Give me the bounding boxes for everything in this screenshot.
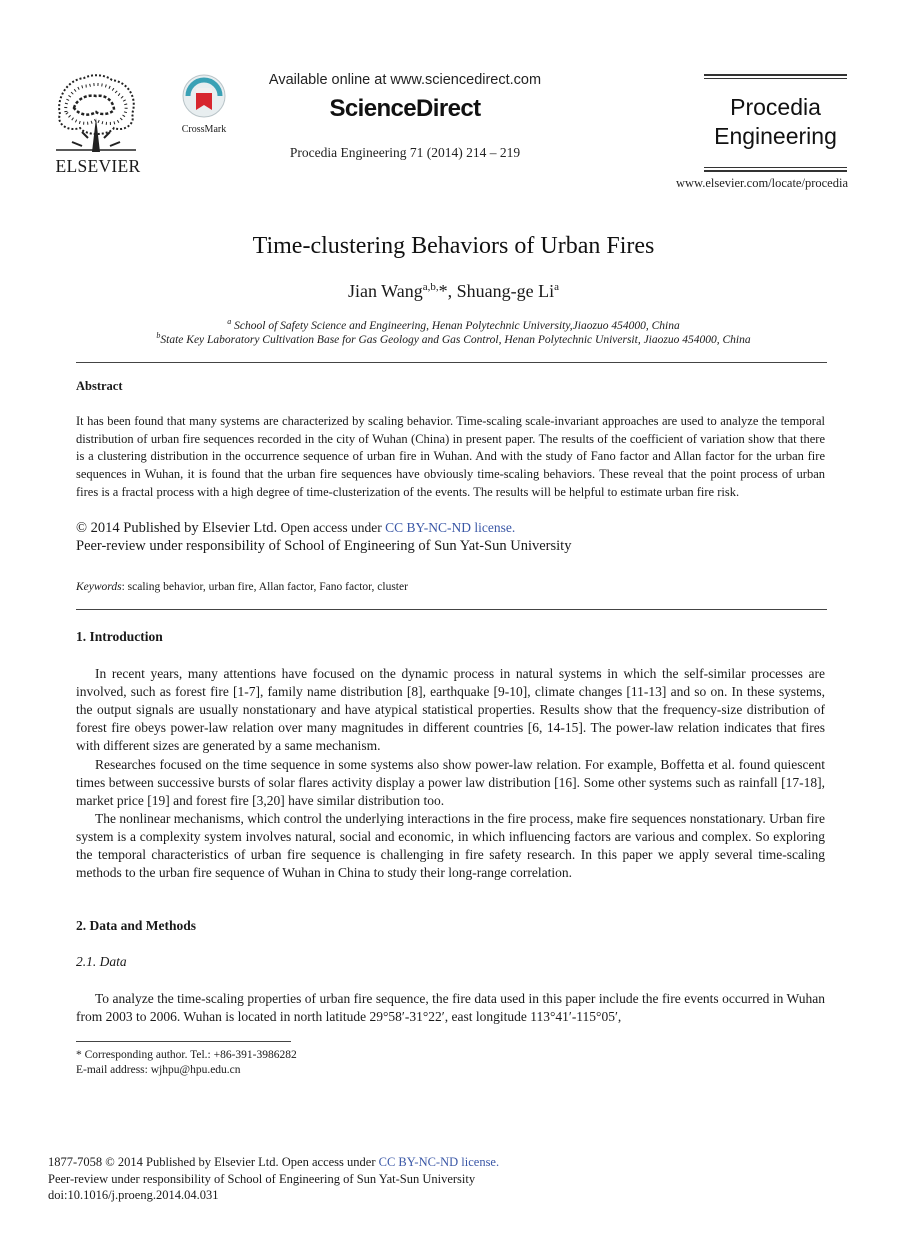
author-1: Jian Wang [348, 281, 423, 301]
crossmark-badge[interactable] [176, 74, 232, 135]
abstract-bottom-rule [76, 609, 827, 610]
footer-license-link[interactable]: CC BY-NC-ND license. [378, 1155, 500, 1169]
open-access-text: Open access under [277, 520, 386, 535]
license-link[interactable]: CC BY-NC-ND license. [385, 520, 516, 535]
keywords-line [76, 581, 408, 593]
abstract-heading: Abstract [76, 379, 123, 393]
available-online-text[interactable]: Available online at www.sciencedirect.com [268, 72, 542, 88]
keywords-label: Keywords [76, 581, 122, 593]
journal-rule-bottom-thin [704, 167, 847, 168]
journal-url[interactable]: www.elsevier.com/locate/procedia [675, 176, 848, 190]
journal-rule-top-thin [704, 78, 847, 79]
author-separator: , [447, 281, 457, 301]
affiliation-a-text: School of Safety Science and Engineering, Henan Polytechnic University,Jiaozuo 454000, China [231, 319, 680, 332]
intro-heading: 1. Introduction [76, 629, 163, 644]
author-list [0, 281, 907, 302]
elsevier-tree-icon [52, 72, 140, 154]
corresponding-marker: * [438, 281, 448, 301]
author-2: Shuang-ge Li [456, 281, 555, 301]
issn-text: 1877-7058 © 2014 Published by Elsevier Ltd. Open access under [48, 1155, 379, 1169]
journal-title-line1: Procedia [730, 94, 821, 120]
crossmark-label: CrossMark [181, 124, 227, 135]
journal-title-block [704, 74, 847, 172]
intro-paragraph-1: In recent years, many attentions have focused on the dynamic process in natural systems in which the self-similar processes are involved, such as forest fire [1-7], family name distribution [8], earthquake [9-10], climate changes [11-13] and so on. In these systems, the output signals are usually nonstationary and have atypical statistical properties. Results show that the frequency-size distribution of forest fire obeys power-law relation over many magnitudes in different countries [6, 14-15]. The power-law relation indicates that fires with different sizes are generated by a same mechanism. [76, 666, 825, 753]
doi-line[interactable]: doi:10.1016/j.proeng.2014.04.031 [48, 1188, 219, 1202]
data-paragraph-1: To analyze the time-scaling properties of urban fire sequence, the fire data used in this paper include the fire events occurred in Wuhan from 2003 to 2006. Wuhan is located in north latitude 29°58′-31°22′, east longitude 113°41′-115°05′, [76, 991, 825, 1024]
journal-title-line2: Engineering [714, 123, 837, 149]
journal-rule-bottom [704, 170, 847, 172]
issn-line [48, 1154, 499, 1171]
affiliation-b-marker: b [156, 331, 161, 340]
affiliation-b [0, 331, 907, 346]
copyright-text: © 2014 Published by Elsevier Ltd. [76, 520, 278, 536]
header-center [250, 72, 560, 161]
affiliation-a-marker: a [227, 317, 232, 326]
abstract-text: It has been found that many systems are characterized by scaling behavior. Time-scaling scale-invariant approaches are used to analyze the temporal distribution of urban fire sequences recorded in the city of Wuhan (China) in present paper. The results of the coefficient of variation show that there is a clustering distribution in the occurrence sequence of urban fire in Wuhan. And with the study of Fano factor and Allan factor for the urban fire sequences in Wuhan, it is found that the urban fire sequences have obviously time-scaling behaviors. These reveal that the point process of urban fires is a fractal process with a high degree of time-clusterization of the events. The results will be helpful to estimate urban fire risk. [76, 414, 825, 499]
keywords-sep: : [121, 581, 128, 593]
journal-rule-top [704, 74, 847, 76]
article-title: Time-clustering Behaviors of Urban Fires [252, 233, 655, 259]
footer-peer-review: Peer-review under responsibility of School of Engineering of Sun Yat-Sun University [48, 1171, 476, 1186]
methods-heading: 2. Data and Methods [76, 918, 197, 933]
affiliation-b-text: State Key Laboratory Cultivation Base for Gas Geology and Gas Control, Henan Polytechnic Universit, Jiaozuo 454000, China [160, 333, 751, 346]
crossmark-icon [182, 74, 226, 118]
abstract-peer-review: Peer-review under responsibility of School of Engineering of Sun Yat-Sun University [76, 538, 572, 554]
author-1-affiliation: a,b, [422, 281, 439, 293]
sciencedirect-logo: ScienceDirect [329, 95, 481, 122]
page-footer [48, 1154, 499, 1204]
elsevier-logo [52, 72, 144, 177]
author-2-affiliation: a [554, 281, 559, 293]
data-subheading: 2.1. Data [76, 954, 127, 969]
journal-citation: Procedia Engineering 71 (2014) 214 – 219 [289, 145, 521, 160]
keywords-text: scaling behavior, urban fire, Allan factor, Fano factor, cluster [127, 581, 408, 593]
abstract-top-rule [76, 362, 827, 363]
intro-paragraph-3: The nonlinear mechanisms, which control the underlying interactions in the fire process, make fire sequences nonstationary. Urban fire system is a complexity system involves natural, social and economic, in which influencing factors are various and complex. So exploring the temporal characteristics of urban fire sequence is challenging in fire safety research. In this paper we apply several time-scaling methods to the urban fire sequence of Wuhan in China to study their long-range correlation. [76, 811, 825, 880]
email-note: E-mail address: wjhpu@hpu.edu.cn [76, 1064, 241, 1076]
affiliation-a [0, 317, 907, 332]
footnote-rule [76, 1041, 291, 1042]
copyright-line [76, 518, 515, 538]
intro-paragraph-2: Researches focused on the time sequence in some systems also show power-law relation. For example, Boffetta et al. found quiescent times between successive bursts of solar flares activity display a power law distribution [16]. Some other systems such as rainfall [17-18], market price [19] and forest fire [3,20] have similar distribution too. [76, 757, 825, 808]
corresponding-author-note: * Corresponding author. Tel.: +86-391-3986282 [76, 1049, 297, 1061]
journal-title [704, 93, 847, 151]
elsevier-wordmark: ELSEVIER [55, 156, 141, 176]
